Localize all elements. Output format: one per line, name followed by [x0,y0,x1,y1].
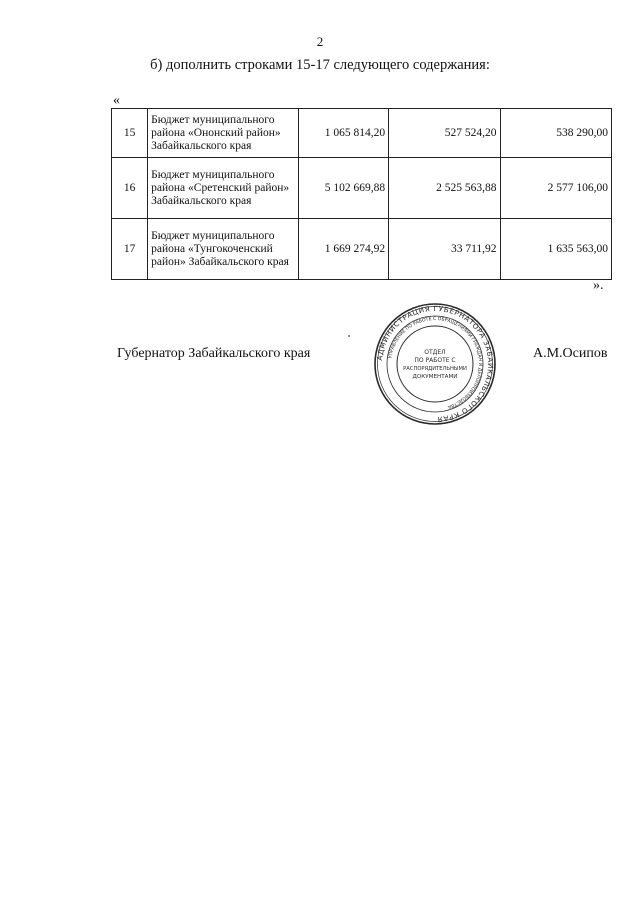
ink-dot [348,335,350,337]
page-number: 2 [316,34,324,49]
intro-text: б) дополнить строками 15-17 следующего содержания: [150,57,490,73]
row-value-2: 2 525 563,88 [389,158,500,219]
row-name: Бюджет муниципального района «Тунгокоченский район» Забайкальского края [148,219,299,280]
seal-center-line: ДОКУМЕНТАМИ [412,374,458,380]
row-name: Бюджет муниципального района «Сретенский район» Забайкальского края [148,158,299,219]
seal-outer-text: АДМИНИСТРАЦИЯ ГУБЕРНАТОРА ЗАБАЙКАЛЬСКОГО КРАЯ [375,303,496,425]
seal-center-line: РАСПОРЯДИТЕЛЬНЫМИ [403,366,467,372]
table-row [112,219,612,280]
row-number: 16 [112,158,148,219]
budget-table [111,108,612,280]
signature-name: А.М.Осипов [533,346,608,361]
opening-quote: « [113,93,120,108]
row-value-total: 5 102 669,88 [298,158,388,219]
row-value-3: 2 577 106,00 [500,158,611,219]
row-value-total: 1 065 814,20 [298,109,388,158]
signature-title: Губернатор Забайкальского края [117,346,311,361]
seal-center-line: ОТДЕЛ [424,349,446,356]
seal-center-line: ПО РАБОТЕ С [414,357,456,364]
official-seal-icon [373,302,497,426]
row-value-3: 1 635 563,00 [500,219,611,280]
row-number: 17 [112,219,148,280]
table-row [112,158,612,219]
closing-quote: ». [593,278,604,293]
row-value-2: 33 711,92 [389,219,500,280]
row-name: Бюджет муниципального района «Ононский район» Забайкальского края [148,109,299,158]
row-number: 15 [112,109,148,158]
row-value-3: 538 290,00 [500,109,611,158]
row-value-total: 1 669 274,92 [298,219,388,280]
seal-middle-text: УПРАВЛЕНИЕ ПО РАБОТЕ С ОБРАЩЕНИЯМИ ГРАЖДАН И ДЕЛОПРОИЗВОДСТВА [388,316,483,410]
row-value-2: 527 524,20 [389,109,500,158]
table-row [112,109,612,158]
